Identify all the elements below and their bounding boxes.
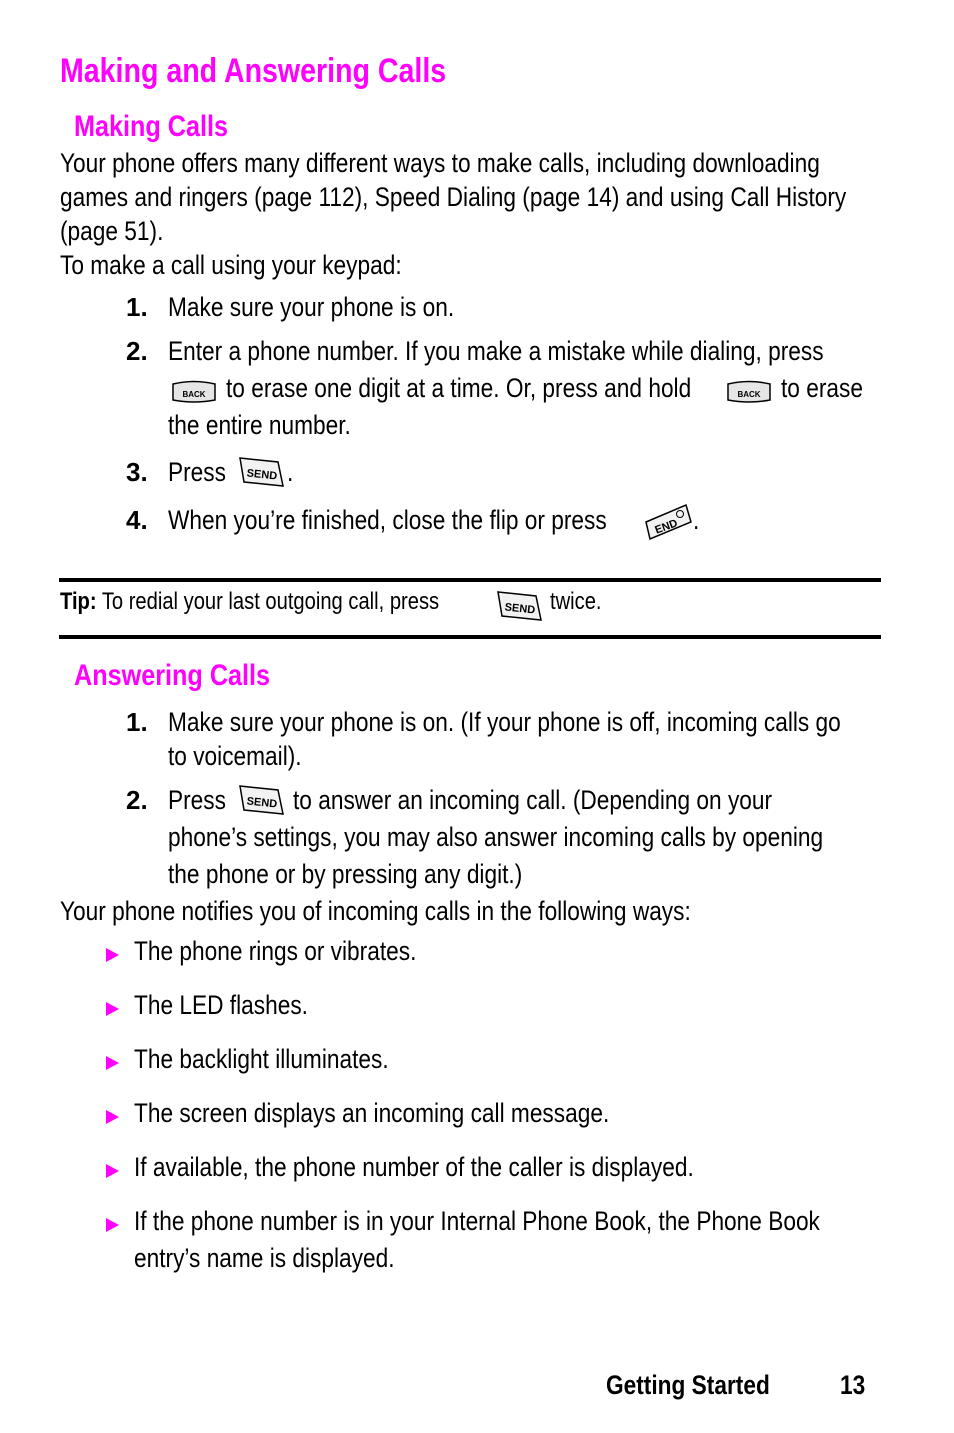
step-number: 2. <box>126 336 148 366</box>
step-text: When you’re finished, close the flip or press <box>168 505 607 535</box>
bullet-arrow-icon <box>106 948 119 962</box>
list-item: The LED flashes. <box>134 990 308 1020</box>
bullet-arrow-icon <box>106 1218 119 1232</box>
step-number: 1. <box>126 292 148 322</box>
list-item: The screen displays an incoming call message. <box>134 1098 610 1128</box>
send-key-icon <box>236 782 286 818</box>
page-number: 13 <box>840 1370 866 1400</box>
bullet-arrow-icon <box>106 1056 119 1070</box>
step-number: 4. <box>126 505 148 535</box>
svg-text:SEND: SEND <box>246 467 278 483</box>
step-text: Press <box>168 785 226 815</box>
step-text: Make sure your phone is on. (If your phone is off, incoming calls go to voicemail). <box>168 707 841 771</box>
divider <box>59 635 881 639</box>
step-number: 3. <box>126 457 148 487</box>
step-text: Enter a phone number. If you make a mistake while dialing, press <box>168 336 824 366</box>
back-key-icon <box>170 380 218 404</box>
step-text: . <box>693 505 700 535</box>
list-item: The backlight illuminates. <box>134 1044 389 1074</box>
send-key-icon <box>236 454 286 490</box>
svg-text:BACK: BACK <box>182 390 206 399</box>
list-item: If available, the phone number of the caller is displayed. <box>134 1152 694 1182</box>
step-text: . <box>287 457 294 487</box>
bullet-arrow-icon <box>106 1002 119 1016</box>
section-heading-answering-calls: Answering Calls <box>74 659 271 692</box>
tip-text: twice. <box>550 588 602 615</box>
list-item: The phone rings or vibrates. <box>134 936 417 966</box>
end-key-icon <box>642 502 694 542</box>
bullet-arrow-icon <box>106 1164 119 1178</box>
svg-text:SEND: SEND <box>504 601 536 617</box>
footer-section: Getting Started <box>606 1370 770 1400</box>
intro-paragraph: Your phone offers many different ways to make calls, including downloading games and ringers (page 112), Speed Dialing (page 14) and using Call History (page 51). To make a call using your keypad: <box>60 148 847 280</box>
page-title: Making and Answering Calls <box>60 52 447 90</box>
step-text: to erase <box>781 373 863 403</box>
step-number: 2. <box>126 785 148 815</box>
send-key-icon <box>494 588 544 624</box>
step-text: the phone or by pressing any digit.) <box>168 859 523 889</box>
back-key-icon <box>725 380 773 404</box>
svg-text:SEND: SEND <box>246 795 278 811</box>
step-text: phone’s settings, you may also answer incoming calls by opening <box>168 822 824 852</box>
svg-text:BACK: BACK <box>737 390 761 399</box>
notify-lead: Your phone notifies you of incoming calls in the following ways: <box>60 896 691 926</box>
step-text: to erase one digit at a time. Or, press and hold <box>226 373 692 403</box>
tip-text: Tip: To redial your last outgoing call, press <box>60 588 440 615</box>
section-heading-making-calls: Making Calls <box>74 110 229 143</box>
step-text: Press <box>168 457 226 487</box>
svg-text:END: END <box>653 517 680 537</box>
step-text: the entire number. <box>168 410 351 440</box>
step-text: to answer an incoming call. (Depending on your <box>293 785 773 815</box>
step-number: 1. <box>126 707 148 737</box>
step-text: Make sure your phone is on. <box>168 292 455 322</box>
bullet-arrow-icon <box>106 1110 119 1124</box>
list-item: If the phone number is in your Internal Phone Book, the Phone Book entry’s name is displayed. <box>134 1206 820 1273</box>
divider <box>59 578 881 582</box>
